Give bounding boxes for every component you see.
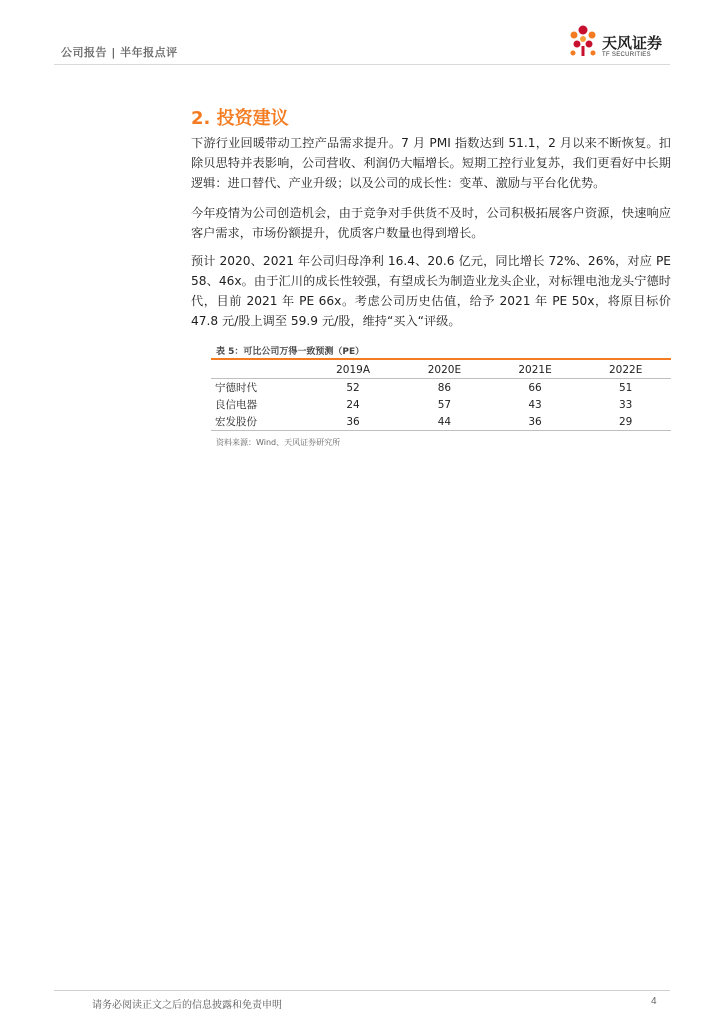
pe-value-cell: 29 [580,413,671,431]
flower-logo-icon [566,22,600,60]
pe-value-cell: 51 [618,381,633,394]
table-row [211,413,671,431]
page-number: 4 [651,996,657,1007]
pe-value-cell: 57 [437,398,452,411]
pe-value-cell: 66 [528,381,542,394]
company-name-cell: 良信电器 [215,399,257,411]
footer-divider [54,990,670,991]
paragraph-market-share: 今年疫情为公司创造机会，由于竞争对手供货不及时，公司积极拓展客户资源，快速响应客户需求，市场份额提升，优质客户数量也得到增长。 [191,206,671,240]
pe-value-cell: 36 [307,413,399,431]
pe-value-cell: 33 [618,398,633,411]
table-top-rule [211,358,671,360]
table-source-note: 资料来源：Wind、天风证券研究所 [216,438,341,447]
logo-english-name: TF SECURITIES [602,52,651,58]
table-header-row [211,361,671,379]
company-name-cell: 宁德时代 [215,382,257,394]
header-divider [54,64,670,65]
table-header-cell: 2022E [580,361,671,379]
table-header-cell: 2021E [490,361,581,379]
report-type-tag: 公司报告 | 半年报点评 [61,46,178,59]
pe-value-cell: 86 [437,381,452,394]
pe-value-cell: 52 [346,381,360,394]
table-header-cell: 2020E [399,361,490,379]
company-logo [566,22,676,62]
pe-value-cell: 44 [399,413,490,431]
table-row [211,379,671,397]
logo-wordmark: 天风证券 [602,34,663,52]
table-header-cell [211,361,307,379]
table-row [211,396,671,413]
table-header-cell: 2019A [307,361,399,379]
pe-comparison-table [211,361,671,431]
paragraph-earnings-forecast: 预计 2020、2021 年公司归母净利 16.4、20.6 亿元，同比增长 72%、26%，对应 PE 58、46x。由于汇川的成长性较强，有望成长为制造业龙头企业，对标锂电池龙头宁德时代，目前 2021 年 PE 66x。考虑公司历史估值，给予 2021 年 PE 50x，将原目标价 47.8 元/股上调至 59.9 元/股，维持“买入“评级。 [191,254,671,328]
pe-value-cell: 43 [528,398,542,411]
section-title: 2. 投资建议 [191,108,289,129]
pe-value-cell: 36 [490,413,581,431]
paragraph-industry-recovery: 下游行业回暖带动工控产品需求提升。7 月 PMI 指数达到 51.1，2 月以来不断恢复。扣除贝思特并表影响，公司营收、利润仍大幅增长。短期工控行业复苏，我们更看好中长期逻辑：进口替代、产业升级；以及公司的成长性：变革、激励与平台化优势。 [191,136,671,190]
company-name-cell: 宏发股份 [211,413,307,431]
pe-value-cell: 24 [346,398,360,411]
footer-disclaimer: 请务必阅读正文之后的信息披露和免责申明 [92,1000,282,1011]
table-caption: 表 5：可比公司万得一致预测（PE） [216,347,365,357]
